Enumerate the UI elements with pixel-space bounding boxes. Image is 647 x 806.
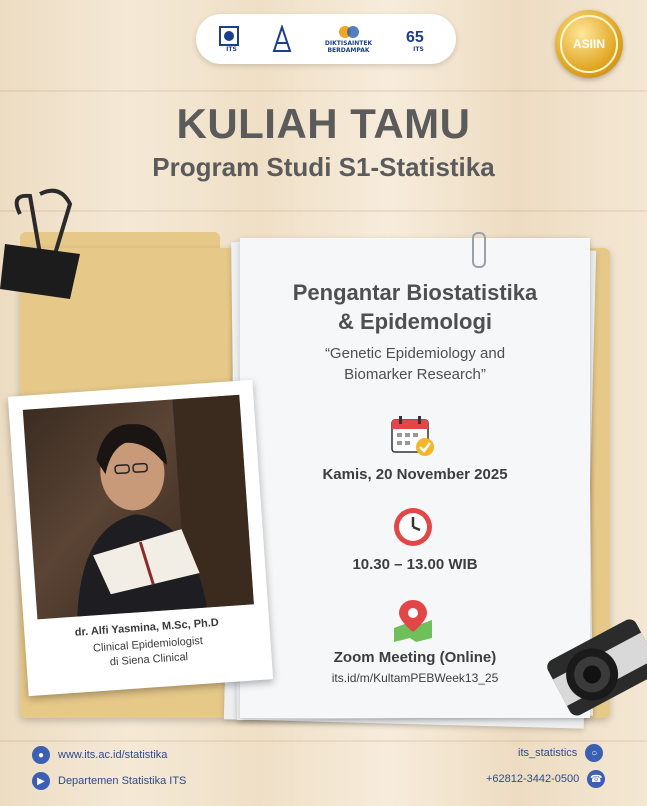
its-65-logo (404, 26, 434, 53)
youtube-icon: ▶ (32, 772, 50, 790)
asiin-accreditation-seal (555, 10, 623, 78)
phone-icon: ☎ (587, 770, 605, 788)
speaker-role-line-2: di Siena Clinical (109, 650, 189, 669)
instagram-text: its_statistics (518, 747, 578, 759)
wood-grain (0, 740, 647, 742)
youtube-text: Departemen Statistika ITS (58, 775, 187, 787)
event-date: Kamis, 20 November 2025 (322, 466, 508, 483)
asiin-seal-label: ASIIN (560, 15, 618, 73)
partner-logo-bar (196, 14, 456, 64)
svg-text:65: 65 (405, 28, 424, 46)
its-65-logo-text: ITS (413, 45, 424, 53)
camera-icon (545, 608, 647, 728)
diktisaintek-logo-text: DIKTISAINTEK BERDAMPAK (324, 40, 373, 54)
page-subtitle: Program Studi S1-Statistika (152, 152, 495, 182)
event-theme (240, 343, 590, 385)
globe-icon: ● (32, 746, 50, 764)
footer-website[interactable] (32, 746, 167, 764)
calendar-icon (390, 414, 436, 458)
phone-text: +62812-3442-0500 (486, 773, 580, 785)
event-title-line-2: & Epidemologi (338, 309, 492, 334)
wood-grain (0, 210, 647, 212)
footer-youtube[interactable] (32, 772, 186, 790)
page-title: KULIAH TAMU (176, 100, 471, 147)
event-time: 10.30 – 13.00 WIB (352, 556, 478, 573)
diktisaintek-logo (319, 24, 379, 54)
speaker-photo (23, 395, 254, 620)
event-venue: Zoom Meeting (Online) (333, 649, 497, 666)
instagram-icon: ○ (585, 744, 603, 762)
clock-icon (392, 506, 434, 548)
speaker-role-line-1: Clinical Epidemiologist (92, 634, 204, 655)
event-title (240, 278, 590, 336)
speaker-name: dr. Alfi Yasmina, M.Sc, Ph.D (74, 616, 220, 639)
event-title-line-1: Pengantar Biostatistika (292, 280, 538, 305)
event-link[interactable]: its.id/m/KultamPEBWeek13_25 (331, 671, 499, 685)
event-theme-line-1: “Genetic Epidemiology and (324, 345, 506, 362)
location-pin-icon (390, 598, 436, 642)
its-logo-text: ITS (226, 45, 237, 53)
website-text: www.its.ac.id/statistika (58, 749, 168, 761)
its-logo (219, 26, 245, 53)
speaker-photo-card (8, 380, 273, 696)
paper-clip-icon (472, 232, 486, 268)
footer-instagram[interactable] (518, 744, 603, 762)
wood-grain (0, 90, 647, 92)
tugu-logo (270, 25, 294, 53)
binder-clip-icon (0, 184, 90, 304)
event-theme-line-2: Biomarker Research” (344, 366, 486, 383)
footer-phone[interactable] (486, 770, 605, 788)
